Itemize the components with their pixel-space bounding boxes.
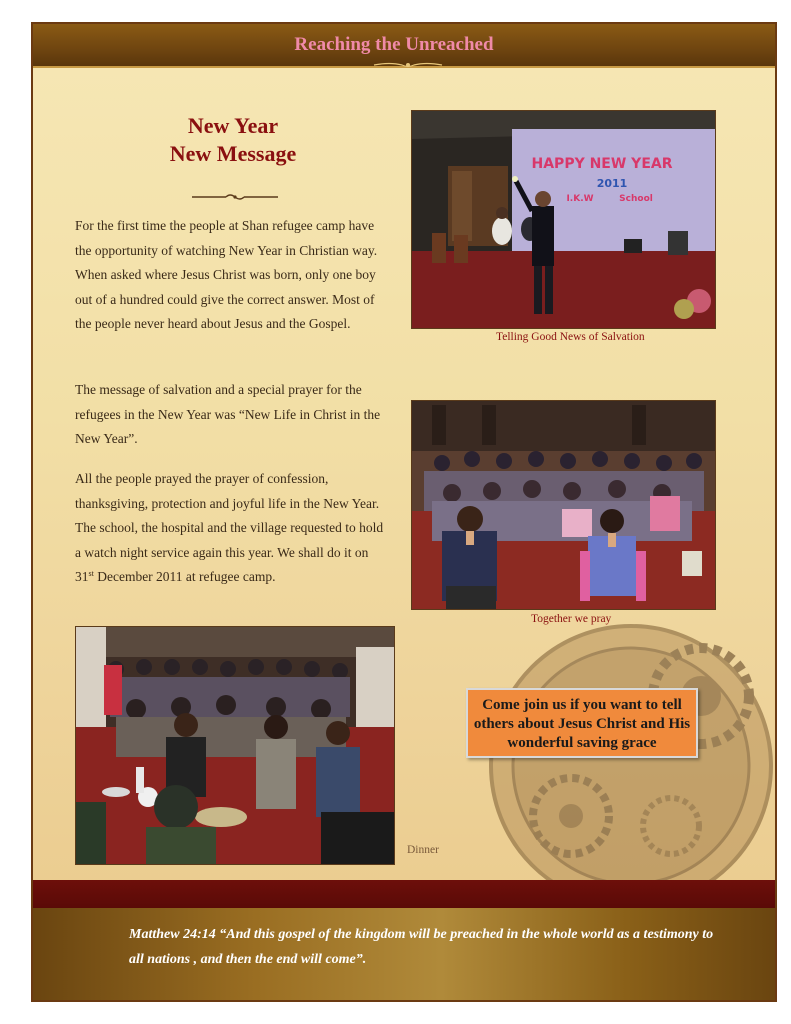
caption-dinner: Dinner [407, 844, 439, 856]
paragraph-3-text: All the people prayed the prayer of confession, thanksgiving, protection and joyful life in the New Year. The school, the hospital and the village requested to hold a watch night service again this year. We shall do it on 31 [75, 471, 384, 584]
title-line-2: New Message [169, 141, 297, 166]
paragraph-3 [75, 467, 390, 590]
page-frame [31, 22, 777, 1002]
title-line-1: New Year [187, 113, 279, 138]
caption-praying: Together we pray [531, 613, 612, 625]
paragraph-1: For the first time the people at Shan refugee camp have the opportunity of watching New Year in Christian way. When asked where Jesus Christ was born, only one boy out of a hundred could give the correct answer. Most of the people never heard about Jesus and the Gospel. [75, 218, 378, 331]
paragraph-3-tail: December 2011 at refugee camp. [93, 569, 276, 584]
header-title: Reaching the Unreached [294, 34, 494, 55]
photo-dinner [75, 626, 395, 865]
call-to-action-box: Come join us if you want to tell others about Jesus Christ and His wonderful saving grace [466, 688, 698, 758]
article-title [133, 112, 333, 168]
photo-preaching [411, 110, 716, 329]
paragraph-2: The message of salvation and a special prayer for the refugees in the New Year was “New Life in Christ in the New Year”. [75, 382, 381, 446]
ordinal-suffix: st [88, 569, 94, 578]
flourish-ornament-icon [372, 61, 444, 69]
divider-ornament-icon [190, 192, 280, 202]
header-bar [33, 24, 775, 68]
banner-line-2: 2011 [596, 177, 628, 190]
banner-line-1: HAPPY NEW YEAR [531, 156, 673, 172]
caption-preaching: Telling Good News of Salvation [496, 331, 645, 343]
banner-line-4: School [619, 194, 653, 204]
scripture-quote: Matthew 24:14 “And this gospel of the kingdom will be preached in the whole world as a testimony to all nations , and then the end will come”. [129, 927, 714, 967]
banner-line-3: I.K.W [566, 194, 594, 204]
footer-bar [33, 908, 775, 1000]
photo-praying [411, 400, 716, 610]
footer-red-band [33, 880, 775, 908]
